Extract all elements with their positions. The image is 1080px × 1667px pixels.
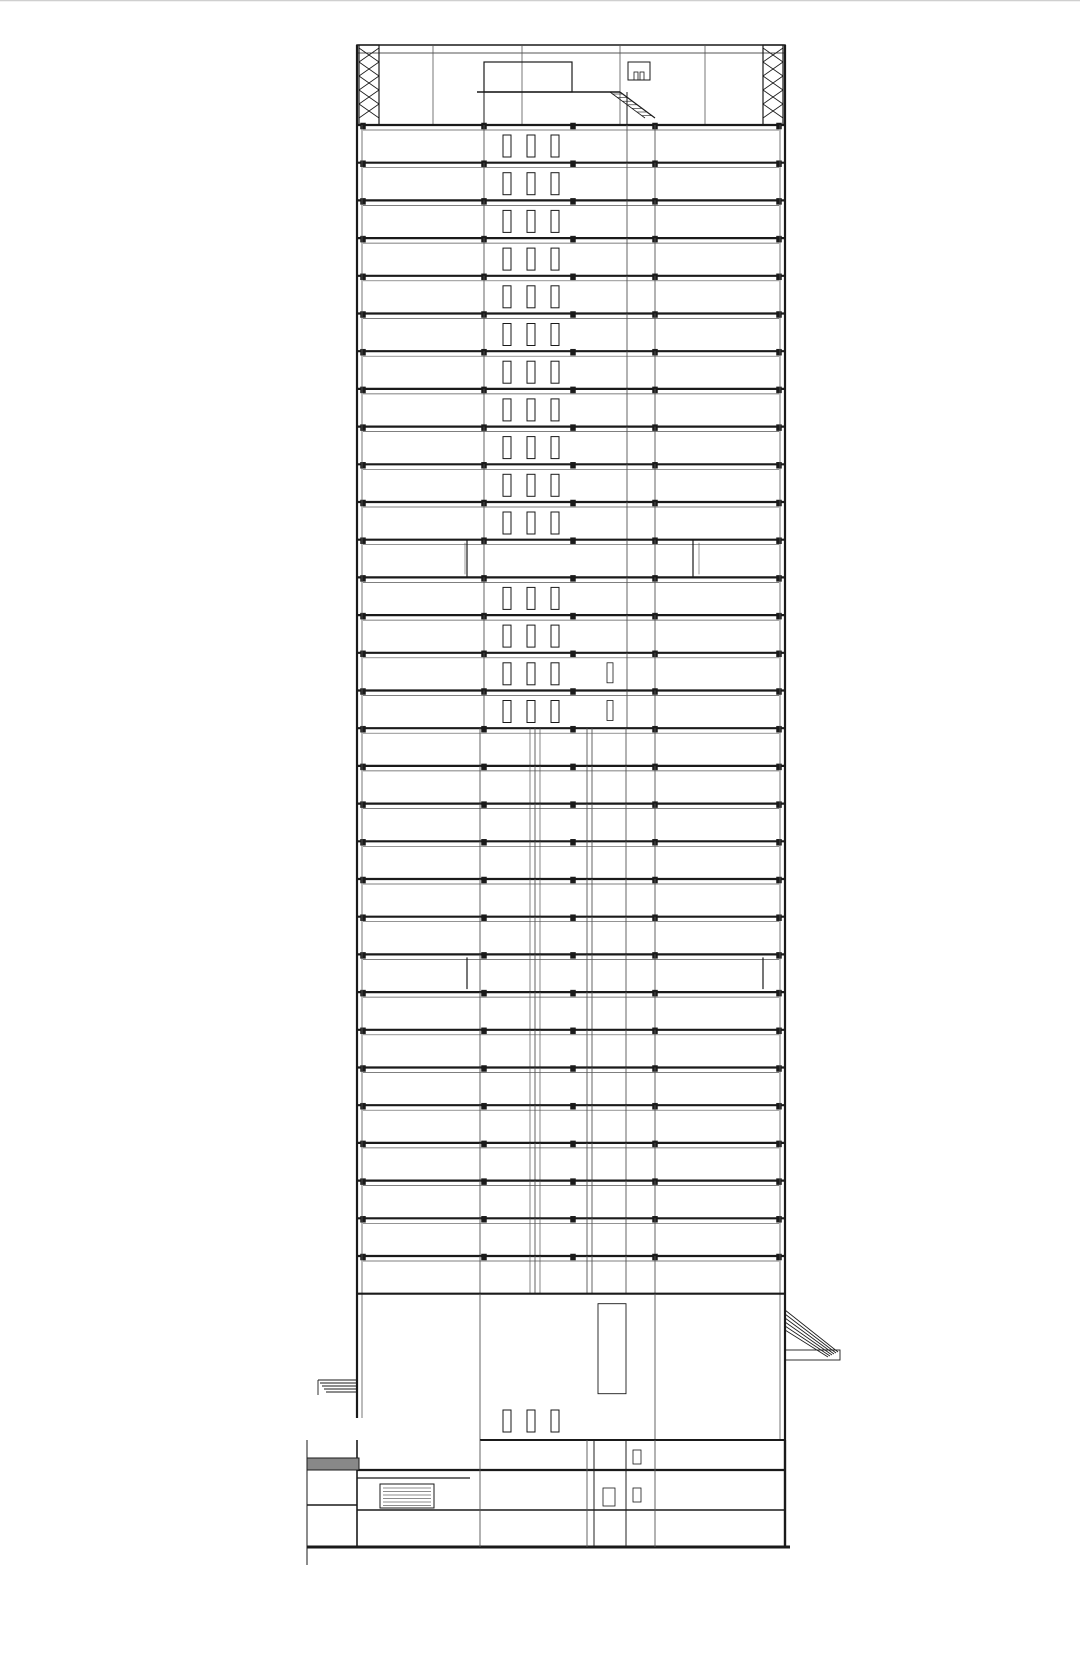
basement-elevator-shaft — [594, 1440, 626, 1547]
column-node — [777, 198, 782, 204]
column-node — [361, 387, 366, 393]
lobby-core-door — [551, 1410, 559, 1432]
core-door-opening — [503, 324, 511, 346]
column-node — [777, 123, 782, 129]
roof-truss-column — [763, 45, 783, 125]
column-node — [482, 1254, 487, 1260]
column-node — [482, 839, 487, 845]
core-door-opening — [503, 173, 511, 195]
column-node — [571, 575, 576, 581]
column-node — [361, 198, 366, 204]
column-node — [571, 613, 576, 619]
column-node — [571, 839, 576, 845]
column-node — [777, 1254, 782, 1260]
column-node — [361, 990, 366, 996]
column-node — [361, 726, 366, 732]
column-node — [361, 312, 366, 318]
column-node — [571, 462, 576, 468]
column-node — [571, 915, 576, 921]
column-node — [571, 538, 576, 544]
column-node — [482, 915, 487, 921]
column-node — [361, 915, 366, 921]
column-node — [571, 726, 576, 732]
core-door-opening — [527, 135, 535, 157]
column-node — [777, 839, 782, 845]
column-node — [361, 425, 366, 431]
column-node — [361, 349, 366, 355]
column-node — [361, 1254, 366, 1260]
column-node — [571, 764, 576, 770]
column-node — [777, 1103, 782, 1109]
core-door-opening — [503, 474, 511, 496]
column-node — [571, 952, 576, 958]
core-door-opening — [551, 210, 559, 232]
canopy-rib — [785, 1314, 836, 1353]
core-door-opening — [527, 587, 535, 609]
column-node — [361, 651, 366, 657]
column-node — [361, 538, 366, 544]
column-node — [361, 236, 366, 242]
column-node — [777, 1066, 782, 1072]
column-node — [571, 877, 576, 883]
column-node — [482, 952, 487, 958]
column-node — [482, 1216, 487, 1222]
column-node — [777, 274, 782, 280]
column-node — [777, 236, 782, 242]
column-node — [571, 802, 576, 808]
column-node — [361, 274, 366, 280]
column-node — [777, 312, 782, 318]
column-node — [571, 274, 576, 280]
column-node — [482, 726, 487, 732]
core-door-opening — [503, 135, 511, 157]
core-door-opening — [527, 625, 535, 647]
roof-truss-column — [359, 45, 379, 125]
column-node — [571, 990, 576, 996]
canopy-rib — [785, 1326, 830, 1356]
core-door-opening — [551, 587, 559, 609]
core-door-opening — [551, 361, 559, 383]
column-node — [482, 990, 487, 996]
core-door-opening — [527, 324, 535, 346]
column-node — [777, 575, 782, 581]
core-door-opening — [551, 625, 559, 647]
roof-mechanical-frame — [357, 45, 785, 125]
core-door-opening — [551, 701, 559, 723]
core-door-opening — [527, 663, 535, 685]
core-door-opening — [551, 399, 559, 421]
core-door-opening — [503, 512, 511, 534]
column-node — [571, 349, 576, 355]
lobby-elevator-shaft — [598, 1304, 626, 1394]
column-node — [777, 877, 782, 883]
column-node — [571, 500, 576, 506]
core-door-opening — [551, 324, 559, 346]
column-node — [777, 161, 782, 167]
core-door-opening — [527, 361, 535, 383]
column-node — [361, 161, 366, 167]
roof-penthouse — [484, 62, 572, 92]
core-door-opening — [551, 437, 559, 459]
column-node — [361, 1103, 366, 1109]
basement-service-door — [633, 1450, 641, 1464]
core-door-opening — [527, 437, 535, 459]
roof-door-leaf — [634, 72, 638, 80]
column-node — [777, 990, 782, 996]
column-node — [777, 1028, 782, 1034]
roof-access-door — [628, 62, 650, 80]
core-door-opening — [551, 248, 559, 270]
shaft-access-door — [607, 663, 613, 683]
column-node — [777, 915, 782, 921]
column-node — [777, 500, 782, 506]
core-door-opening — [527, 399, 535, 421]
column-node — [777, 651, 782, 657]
core-door-opening — [527, 286, 535, 308]
core-door-opening — [551, 474, 559, 496]
lobby-core-door — [503, 1410, 511, 1432]
column-node — [777, 802, 782, 808]
column-node — [777, 764, 782, 770]
core-door-opening — [503, 248, 511, 270]
column-node — [777, 425, 782, 431]
column-node — [571, 1141, 576, 1147]
column-node — [361, 613, 366, 619]
column-node — [571, 1103, 576, 1109]
core-door-opening — [551, 173, 559, 195]
column-node — [361, 689, 366, 695]
column-node — [361, 764, 366, 770]
core-door-opening — [527, 173, 535, 195]
column-node — [482, 1179, 487, 1185]
column-node — [482, 1103, 487, 1109]
column-node — [361, 952, 366, 958]
column-node — [571, 123, 576, 129]
canopy-rib — [785, 1318, 834, 1354]
basement-elevator-door — [603, 1488, 615, 1506]
column-node — [361, 575, 366, 581]
column-node — [482, 1141, 487, 1147]
roof-door-leaf — [640, 72, 644, 80]
core-door-opening — [527, 512, 535, 534]
column-node — [361, 123, 366, 129]
column-node — [361, 1028, 366, 1034]
column-node — [361, 500, 366, 506]
column-node — [571, 1028, 576, 1034]
shaft-access-door — [607, 701, 613, 721]
core-door-opening — [503, 701, 511, 723]
column-node — [777, 462, 782, 468]
column-node — [571, 387, 576, 393]
core-door-opening — [503, 361, 511, 383]
core-door-opening — [527, 474, 535, 496]
column-node — [571, 1216, 576, 1222]
column-node — [482, 802, 487, 808]
column-node — [361, 462, 366, 468]
column-node — [777, 689, 782, 695]
column-node — [482, 1066, 487, 1072]
core-door-opening — [503, 587, 511, 609]
core-door-opening — [503, 286, 511, 308]
column-node — [361, 1216, 366, 1222]
core-door-opening — [551, 663, 559, 685]
column-node — [482, 877, 487, 883]
column-node — [777, 387, 782, 393]
core-door-opening — [551, 135, 559, 157]
column-node — [777, 952, 782, 958]
basement-ventilation-grille — [380, 1484, 434, 1508]
basement-service-door — [633, 1488, 641, 1502]
column-node — [777, 1179, 782, 1185]
column-node — [361, 1141, 366, 1147]
column-node — [482, 1028, 487, 1034]
column-node — [361, 877, 366, 883]
column-node — [361, 839, 366, 845]
column-node — [777, 1216, 782, 1222]
column-node — [571, 198, 576, 204]
column-node — [571, 651, 576, 657]
column-node — [571, 425, 576, 431]
column-node — [361, 802, 366, 808]
core-door-opening — [503, 625, 511, 647]
lobby-core-door — [527, 1410, 535, 1432]
column-node — [571, 1179, 576, 1185]
column-node — [361, 1066, 366, 1072]
core-door-opening — [503, 210, 511, 232]
column-node — [571, 689, 576, 695]
column-node — [571, 161, 576, 167]
column-node — [571, 236, 576, 242]
core-door-opening — [503, 437, 511, 459]
core-door-opening — [551, 512, 559, 534]
column-node — [777, 349, 782, 355]
core-door-opening — [503, 399, 511, 421]
core-door-opening — [503, 663, 511, 685]
column-node — [571, 312, 576, 318]
core-door-opening — [551, 286, 559, 308]
column-node — [571, 1254, 576, 1260]
column-node — [777, 613, 782, 619]
column-node — [777, 1141, 782, 1147]
core-door-opening — [527, 701, 535, 723]
column-node — [777, 538, 782, 544]
core-door-opening — [527, 248, 535, 270]
column-node — [777, 726, 782, 732]
column-node — [361, 1179, 366, 1185]
core-door-opening — [527, 210, 535, 232]
column-node — [571, 1066, 576, 1072]
ramp-entry-slab — [307, 1458, 359, 1470]
column-node — [482, 764, 487, 770]
roof-stair-run — [620, 92, 655, 118]
